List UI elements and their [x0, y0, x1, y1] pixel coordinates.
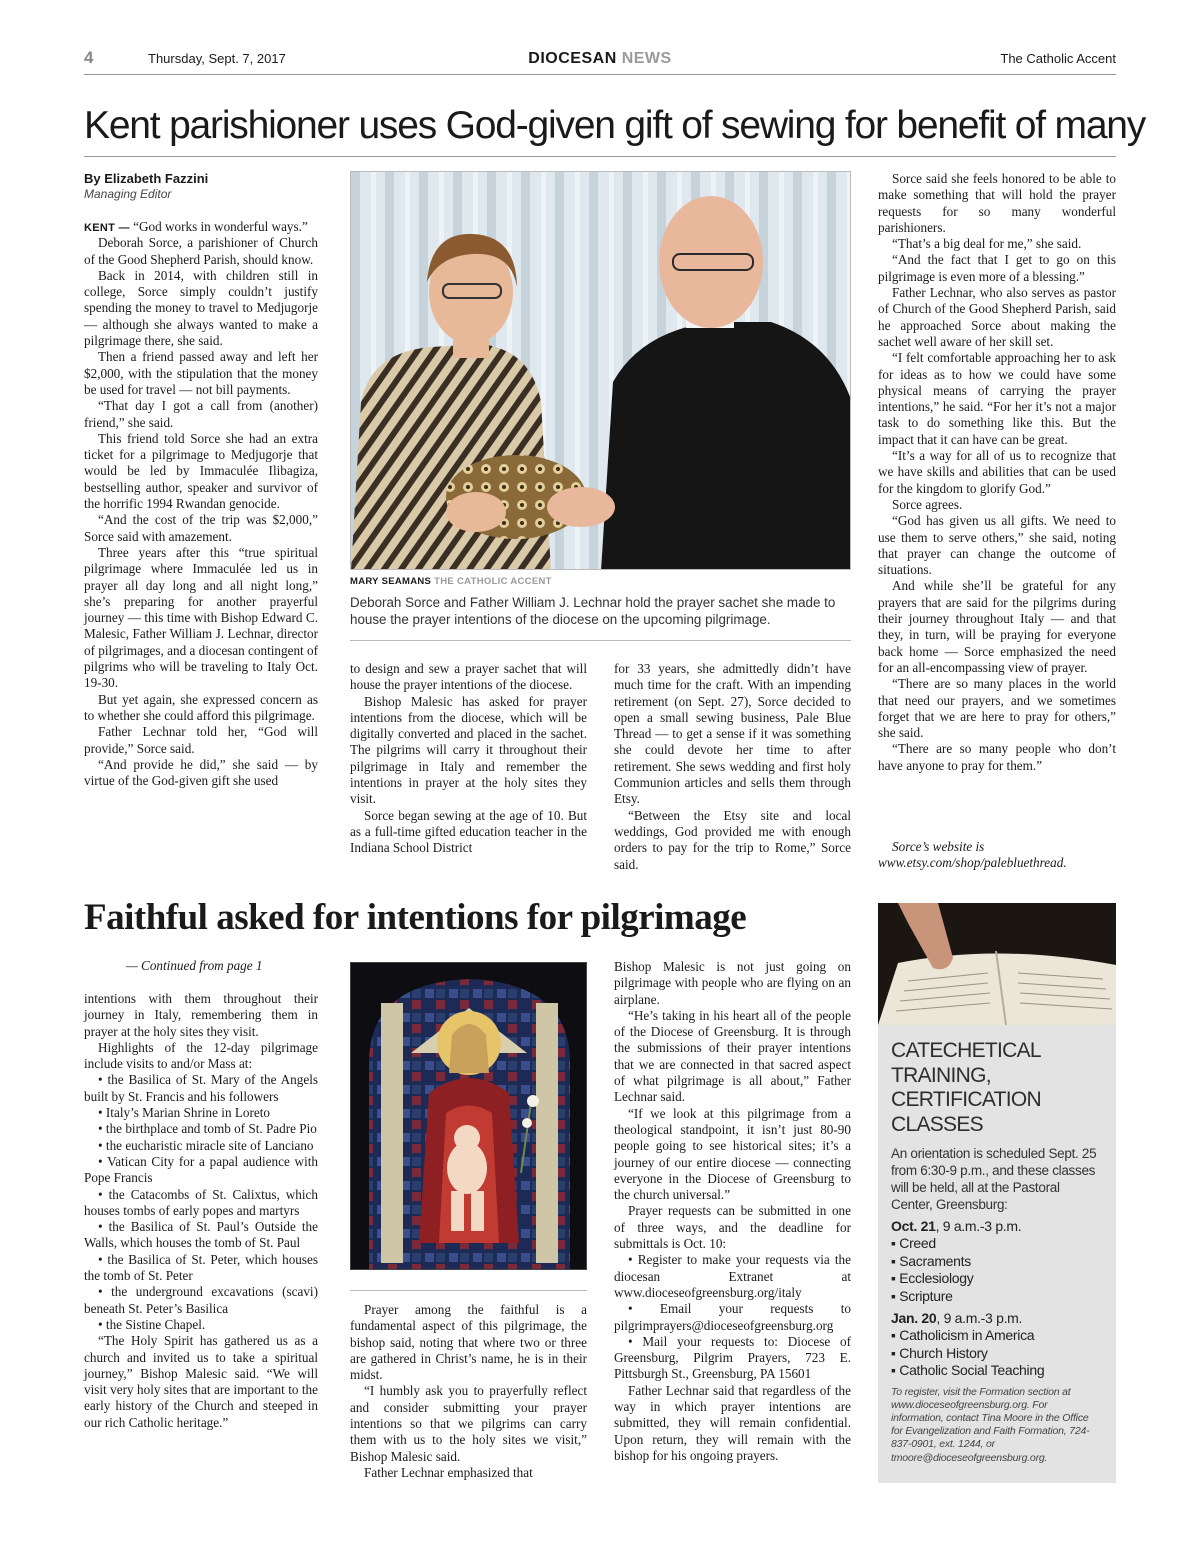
stained-glass-madonna-photo	[350, 962, 587, 1270]
stained-glass-illustration	[351, 963, 587, 1270]
photo-credit-name: MARY SEAMANS	[350, 576, 432, 587]
bullet-item: • Email your requests to pilgrimprayers@dioceseofgreensburg.org	[614, 1301, 851, 1333]
header-divider	[84, 74, 1116, 75]
bullet-item: • the Sistine Chapel.	[98, 1316, 206, 1332]
article1-column-2	[350, 661, 587, 857]
paragraph: Prayer requests can be submitted in one of three ways, and the deadline for submittals is Oct. 10:	[614, 1203, 851, 1252]
session-date-day: Jan. 20	[891, 1310, 937, 1326]
session-date	[891, 1309, 1102, 1327]
session-topic: ▪ Creed	[891, 1235, 936, 1251]
bullet-item: • Register to make your requests via the diocesan Extranet at www.dioceseofgreensburg.org/italy	[614, 1252, 851, 1300]
paragraph: intentions with them throughout their journey in Italy, remembering them in prayer at the holy sites they visit.	[84, 991, 318, 1039]
article1-column-3	[614, 661, 851, 873]
article1-headline: Kent parishioner uses God-given gift of sewing for benefit of many	[84, 104, 1146, 147]
session-time: , 9 a.m.-3 p.m.	[936, 1310, 1023, 1326]
bullet-item: • the eucharistic miracle site of Lanciano	[98, 1137, 314, 1153]
photo-credit	[350, 576, 552, 587]
session-topic: ▪ Scripture	[891, 1287, 953, 1304]
paragraph: “That’s a big deal for me,” she said.	[892, 236, 1082, 252]
paragraph: “Between the Etsy site and local weddings, God provided me with enough orders to pay for the trip to Rome,” Sorce said.	[614, 807, 851, 872]
session-topic: ▪ Ecclesiology	[891, 1270, 974, 1286]
paragraph: “That day I got a call from (another) friend,” she said.	[84, 398, 318, 430]
session-date-day: Oct. 21	[891, 1218, 936, 1234]
article1-column-4	[878, 171, 1116, 774]
paragraph: Prayer among the faithful is a fundamental aspect of this pilgrimage, the bishop said, noting that where two or three are gathered in Christ’s name, he is in their midst.	[350, 1302, 587, 1383]
paragraph: “And the cost of the trip was $2,000,” Sorce said with amazement.	[84, 512, 318, 544]
paragraph-text: “God works in wonderful ways.”	[133, 219, 308, 234]
continued-from: — Continued from page 1	[126, 958, 263, 973]
website-note: Sorce’s website is www.etsy.com/shop/palebluethread.	[878, 839, 1067, 871]
sidebar-title-line: CERTIFICATION	[891, 1088, 1041, 1111]
paragraph: Bishop Malesic has asked for prayer intentions from the diocese, which will be digitally converted and placed in the sachet. The pilgrims will carry it throughout their pilgrimage in Italy and remember the intentions in prayer at the holy sites they visit.	[350, 693, 587, 807]
bullet-item: • the Basilica of St. Peter, which houses the tomb of St. Peter	[84, 1251, 318, 1284]
session-topic: ▪ Sacraments	[891, 1252, 971, 1269]
paragraph: Deborah Sorce, a parishioner of Church of the Good Shepherd Parish, should know.	[84, 235, 318, 267]
session-topic: ▪ Church History	[891, 1344, 988, 1361]
page-number: 4	[84, 48, 94, 67]
paragraph: Highlights of the 12-day pilgrimage include visits to and/or Mass at:	[84, 1039, 318, 1072]
paragraph: “There are so many places in the world that need our prayers, and we sometimes forget that we are here to pray for others,” she said.	[878, 676, 1116, 741]
bullet-item: • Italy’s Marian Shrine in Loreto	[98, 1105, 270, 1121]
paragraph: for 33 years, she admittedly didn’t have much time for the craft. With an impending retirement (on Sept. 27), Sorce decided to open a small sewing business, Pale Blue Thread — to get a sense if it was something she could devote her time to after retirement. She sews wedding and first holy Communion articles and sells them through Etsy.	[614, 661, 851, 807]
paragraph: Father Lechnar emphasized that	[364, 1464, 533, 1480]
paragraph: Father Lechnar said that regardless of the way in which prayer intentions are submitted, they will remain confidential. Upon return, they will remain with the bishop for his ongoing prayers.	[614, 1382, 851, 1463]
bullet-item: • the underground excavations (scavi) beneath St. Peter’s Basilica	[84, 1284, 318, 1316]
catechetical-classes-box	[878, 1025, 1116, 1483]
paragraph: “And the fact that I get to go on this pilgrimage is even more of a blessing.”	[878, 252, 1116, 284]
paper-name: The Catholic Accent	[1000, 51, 1116, 66]
article2-column-1	[84, 991, 318, 1431]
bullet-item: • the Basilica of St. Mary of the Angels built by St. Francis and his followers	[84, 1072, 318, 1104]
sidebar-title-line: CLASSES	[891, 1112, 983, 1136]
paragraph: But yet again, she expressed concern as to whether she could afford this pilgrimage.	[84, 691, 318, 723]
issue-date: Thursday, Sept. 7, 2017	[148, 51, 286, 66]
paragraph: Father Lechnar told her, “God will provide,” Sorce said.	[84, 724, 318, 756]
paragraph: “I humbly ask you to prayerfully reflect and consider submitting your prayer intentions so that we pilgrims can carry them with us to the holy sites we visit,” Bishop Malesic said.	[350, 1383, 587, 1464]
paragraph: “If we look at this pilgrimage from a theological standpoint, it isn’t just 80-90 people going to see historical sites; it’s a journey of our entire diocese — connecting everyone in the Diocese of Greensburg to the church universal.”	[614, 1105, 851, 1203]
session-topic: ▪ Catholicism in America	[891, 1327, 1035, 1343]
session-date	[891, 1217, 1102, 1235]
bullet-item: • the birthplace and tomb of St. Padre Pio	[98, 1121, 317, 1137]
headline-divider	[84, 156, 1116, 157]
sidebar-intro: An orientation is scheduled Sept. 25 from 6:30-9 p.m., and these classes will be held, all at the Pastoral Center, Greensburg:	[891, 1146, 1097, 1212]
article2-column-3	[614, 959, 851, 1464]
photo-caption: Deborah Sorce and Father William J. Lechnar hold the prayer sachet she made to house the prayer intentions of the diocese on the upcoming pilgrimage.	[350, 595, 836, 627]
bullet-item: • Mail your requests to: Diocese of Greensburg, Pilgrim Prayers, 723 E. Pittsburgh St., Greensburg, PA 15601	[614, 1333, 851, 1382]
paragraph: This friend told Sorce she had an extra ticket for a pilgrimage to Medjugorje that would be led by Immaculée Ilibagiza, bestselling author, speaker and survivor of the horrific 1994 Rwandan genocide.	[84, 430, 318, 512]
sidebar-title	[891, 1039, 1102, 1137]
paragraph: Then a friend passed away and left her $2,000, with the stipulation that the money be used for travel — not bill payments.	[84, 349, 318, 397]
caption-divider	[350, 640, 851, 641]
section-name-main: DIOCESAN	[528, 50, 617, 67]
dateline: KENT —	[84, 222, 130, 234]
article1-column-1	[84, 219, 318, 789]
paragraph: “There are so many people who don’t have anyone to pray for them.”	[878, 741, 1116, 773]
article2-headline: Faithful asked for intentions for pilgrimage	[84, 897, 747, 938]
sorce-lechnar-photo	[350, 171, 851, 570]
paragraph: Sorce agrees.	[892, 496, 963, 512]
section-name-accent: NEWS	[621, 50, 672, 67]
paragraph: “And provide he did,” she said — by virtue of the God-given gift she used	[84, 756, 318, 789]
paragraph: “I felt comfortable approaching her to ask for ideas as to how we could have some physical means of carrying the prayer intentions,” he said. “For her it’s not a major task to do something like this. But the impact that it can have can be great.	[878, 350, 1116, 447]
sidebar-title-line: CATECHETICAL	[891, 1039, 1041, 1062]
session-topic: ▪ Catholic Social Teaching	[891, 1362, 1045, 1378]
paragraph: to design and sew a prayer sachet that will house the prayer intentions of the diocese.	[350, 661, 587, 693]
column-divider	[350, 1290, 587, 1291]
paragraph: Bishop Malesic is not just going on pilgrimage with people who are flying on an airplane.	[614, 959, 851, 1007]
article2-column-2	[350, 1302, 587, 1481]
paragraph: “The Holy Spirit has gathered us as a church and invited us to take a spiritual journey,” Bishop Malesic said. “We will visit very holy sites that are important to the early history of the Church and steeped in our rich Catholic heritage.”	[84, 1333, 318, 1430]
photo-credit-org: THE CATHOLIC ACCENT	[434, 576, 552, 587]
sidebar-footer: To register, visit the Formation section at www.dioceseofgreensburg.org. For information, contact Tina Moore in the Office for Evangelization and Faith Formation, 724-837-0901, ext. 1244, or tmoore@dioceseofgreensburg.org.	[891, 1385, 1090, 1464]
photo-illustration	[351, 172, 851, 570]
sidebar-title-line: TRAINING,	[891, 1063, 991, 1087]
paragraph: Three years after this “true spiritual pilgrimage where Immaculée led us in prayer all day long and all night long,” she’s preparing for another prayerful journey — this time with Bishop Edward C. Malesic, Father William J. Lechnar, director of pilgrimages, and a diocesan contingent of pilgrims who will be traveling to Italy Oct. 19-30.	[84, 544, 319, 691]
paragraph: “It’s a way for all of us to recognize that we have skills and abilities that can be used for the kingdom to glorify God.”	[878, 448, 1116, 496]
paragraph: “He’s taking in his heart all of the people of the Diocese of Greensburg. It is through the submissions of their prayer intentions that we are connected in that sacred aspect of what pilgrimage is all about,” Father Lechnar said.	[614, 1007, 851, 1105]
paragraph	[84, 219, 318, 235]
paragraph: Sorce began sewing at the age of 10. But as a full-time gifted education teacher in the Indiana School District	[350, 807, 587, 856]
byline-title: Managing Editor	[84, 187, 172, 201]
paragraph: Father Lechnar, who also serves as pastor of Church of the Good Shepherd Parish, said he approached Sorce about making the sachet well aware of her skill set.	[878, 285, 1116, 349]
bullet-item: • Vatican City for a papal audience with Pope Francis	[84, 1153, 318, 1186]
open-book-photo	[878, 903, 1116, 1025]
byline: By Elizabeth Fazzini	[84, 171, 209, 186]
bullet-item: • the Catacombs of St. Calixtus, which houses tombs of early popes and martyrs	[84, 1186, 318, 1218]
paragraph: Sorce said she feels honored to be able to make something that will hold the prayer requests for so many wonderful parishioners.	[878, 171, 1116, 235]
paragraph: And while she’ll be grateful for any prayers that are said for the pilgrims during their journey throughout Italy — and that they, in turn, will be praying for everyone back home — Sorce emphasized the need for an all-encompassing view of prayer.	[878, 578, 1116, 675]
paragraph: Back in 2014, with children still in college, Sorce simply couldn’t justify spending the money to travel to Medjugorje — although she always wanted to make a pilgrimage there, she said.	[84, 267, 318, 349]
book-illustration	[878, 903, 1116, 1025]
bullet-item: • the Basilica of St. Paul’s Outside the Walls, which houses the tomb of St. Paul	[84, 1219, 318, 1251]
session-time: , 9 a.m.-3 p.m.	[935, 1218, 1022, 1234]
paragraph: “God has given us all gifts. We need to use them to serve others,” she said, noting that prayer can change the outcome of situations.	[878, 513, 1116, 578]
